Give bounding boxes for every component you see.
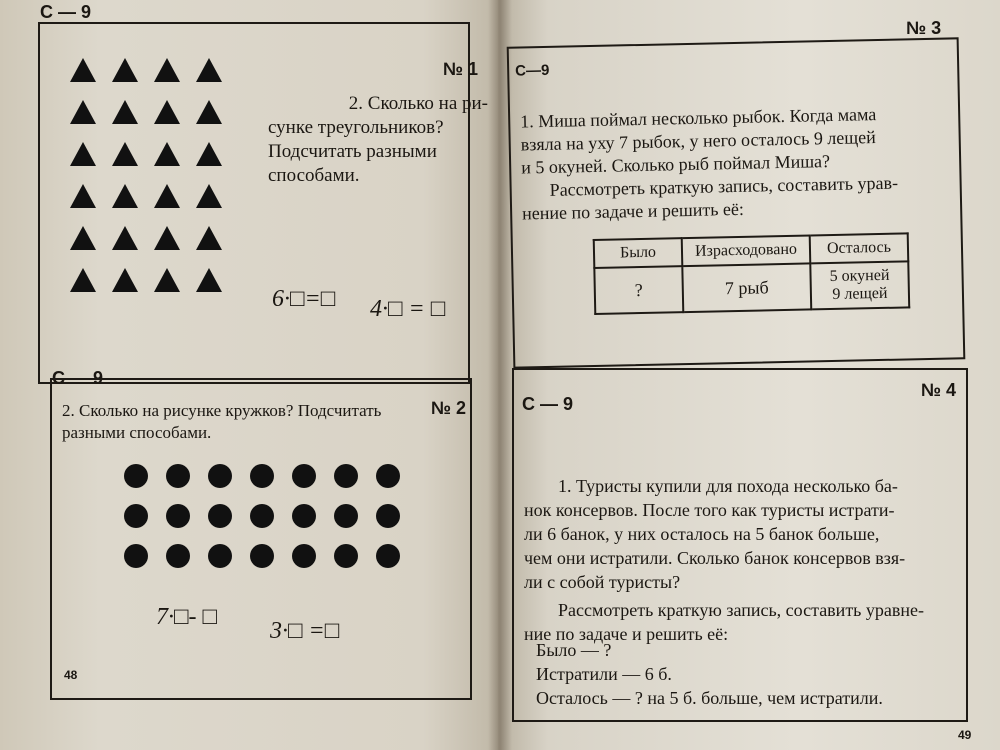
card3-th-1: Было [594,238,683,268]
card3-text [520,101,958,225]
card1-task-line2: сунке треугольников? [268,117,444,138]
circle-shape [166,504,190,528]
card4-p2-line1: Рассмотреть краткую запись, составить уравне- [558,600,924,620]
card1-formula-a: 6·□=□ [272,286,336,312]
circle-shape [208,504,232,528]
card3-p1-line2: взяла на уху 7 рыбок, у него осталось 9 лещей [520,127,876,155]
card-3 [507,37,966,368]
card4-p1-line3: ли 6 банок, у них осталось на 5 банок больше, [524,524,880,544]
circle-shape [334,504,358,528]
triangle-shape [154,184,180,208]
card4-number: № 4 [920,380,956,400]
card4-p1-line2: нок консервов. После того как туристы истрати- [524,500,895,520]
right-page-number: 49 [958,728,972,742]
card3-td-1: ? [594,266,683,314]
card4-p1-line1: 1. Туристы купили для похода несколько ба- [558,476,898,496]
card4-brief-record [536,638,883,710]
triangle-shape [154,268,180,292]
triangle-shape [196,268,222,292]
card4-p1-line5: ли с собой туристы? [524,572,681,592]
triangle-shape [154,100,180,124]
card1-task-line4: способами. [268,165,360,186]
card2-task-line1: 2. Сколько на рисунке кружков? Подсчитать [62,401,382,420]
card3-th-3: Осталось [810,233,909,263]
triangle-shape [112,226,138,250]
triangle-shape [70,142,96,166]
card-4 [512,368,968,722]
card3-th-2: Израсходовано [682,235,811,266]
card3-code: С—9 [515,61,550,80]
triangle-shape [112,184,138,208]
triangle-shape [196,226,222,250]
card1-task-line3: Подсчитать разными [268,141,437,162]
card2-formula-a: 7·□- □ [156,604,217,630]
circle-shape [124,504,148,528]
card3-table-data-row [594,261,909,314]
triangle-shape [112,268,138,292]
card3-record-table [593,232,911,315]
triangle-shape [154,58,180,82]
card-2 [50,378,472,700]
card4-code: С — 9 [522,394,574,414]
triangle-shape [112,58,138,82]
card3-td-3: 5 окуней 9 лещей [810,261,909,309]
triangle-shape [70,268,96,292]
left-page [0,0,498,750]
card4-text [524,474,964,646]
book-gutter [488,0,512,750]
circle-shape [208,464,232,488]
triangle-shape [70,226,96,250]
card4-brief-line3: Осталось — ? на 5 б. больше, чем истратили. [536,688,883,708]
circle-shape [250,504,274,528]
card2-code: С — 9 [52,368,104,388]
triangle-shape [112,100,138,124]
triangle-shape [70,58,96,82]
card4-brief-line1: Было — ? [536,640,612,660]
triangle-shape [70,100,96,124]
card3-p2-line2: нение по задаче и решить её: [521,198,745,224]
card-1 [38,22,488,384]
card3-p1-line3: и 5 окуней. Сколько рыб поймал Миша? [520,151,831,178]
triangle-shape [154,142,180,166]
circle-shape [334,544,358,568]
card3-number: № 3 [906,18,942,38]
card1-formula-b: 4·□ = □ [370,296,446,322]
circle-shape [376,544,400,568]
circle-shape [250,544,274,568]
triangle-shape [154,226,180,250]
left-page-number: 48 [64,668,78,682]
card4-brief-line2: Истратили — 6 б. [536,664,672,684]
card2-formula-b: 3·□ =□ [270,618,340,644]
circle-shape [208,544,232,568]
triangle-shape [196,100,222,124]
circle-shape [124,464,148,488]
triangle-shape [112,142,138,166]
circle-shape [124,544,148,568]
card1-code: С — 9 [40,2,92,22]
card3-td-2: 7 рыб [682,263,811,312]
triangle-shape [196,58,222,82]
circle-shape [166,544,190,568]
circle-shape [376,464,400,488]
circle-shape [292,544,316,568]
card4-p2-line2: ние по задаче и решить её: [524,624,729,644]
card1-number: № 1 [442,59,478,79]
triangle-shape [70,184,96,208]
circle-shape [334,464,358,488]
card1-task-line1: 2. Сколько на ри- [348,93,488,114]
circle-shape [292,504,316,528]
card2-number: № 2 [430,398,466,418]
card3-p1-line1: 1. Миша поймал несколько рыбок. Когда мама [520,104,877,132]
circle-shape [166,464,190,488]
circle-shape [376,504,400,528]
card1-task [268,92,488,188]
triangle-shape [196,142,222,166]
circle-shape [292,464,316,488]
circle-shape [250,464,274,488]
card3-p2-line1: Рассмотреть краткую запись, составить урав- [549,172,899,200]
right-page [498,0,1000,750]
card4-p1-line4: чем они истратили. Сколько банок консервов взя- [524,548,906,568]
triangle-shape [196,184,222,208]
card2-task-line2: разными способами. [62,423,212,442]
card2-task [62,400,442,444]
